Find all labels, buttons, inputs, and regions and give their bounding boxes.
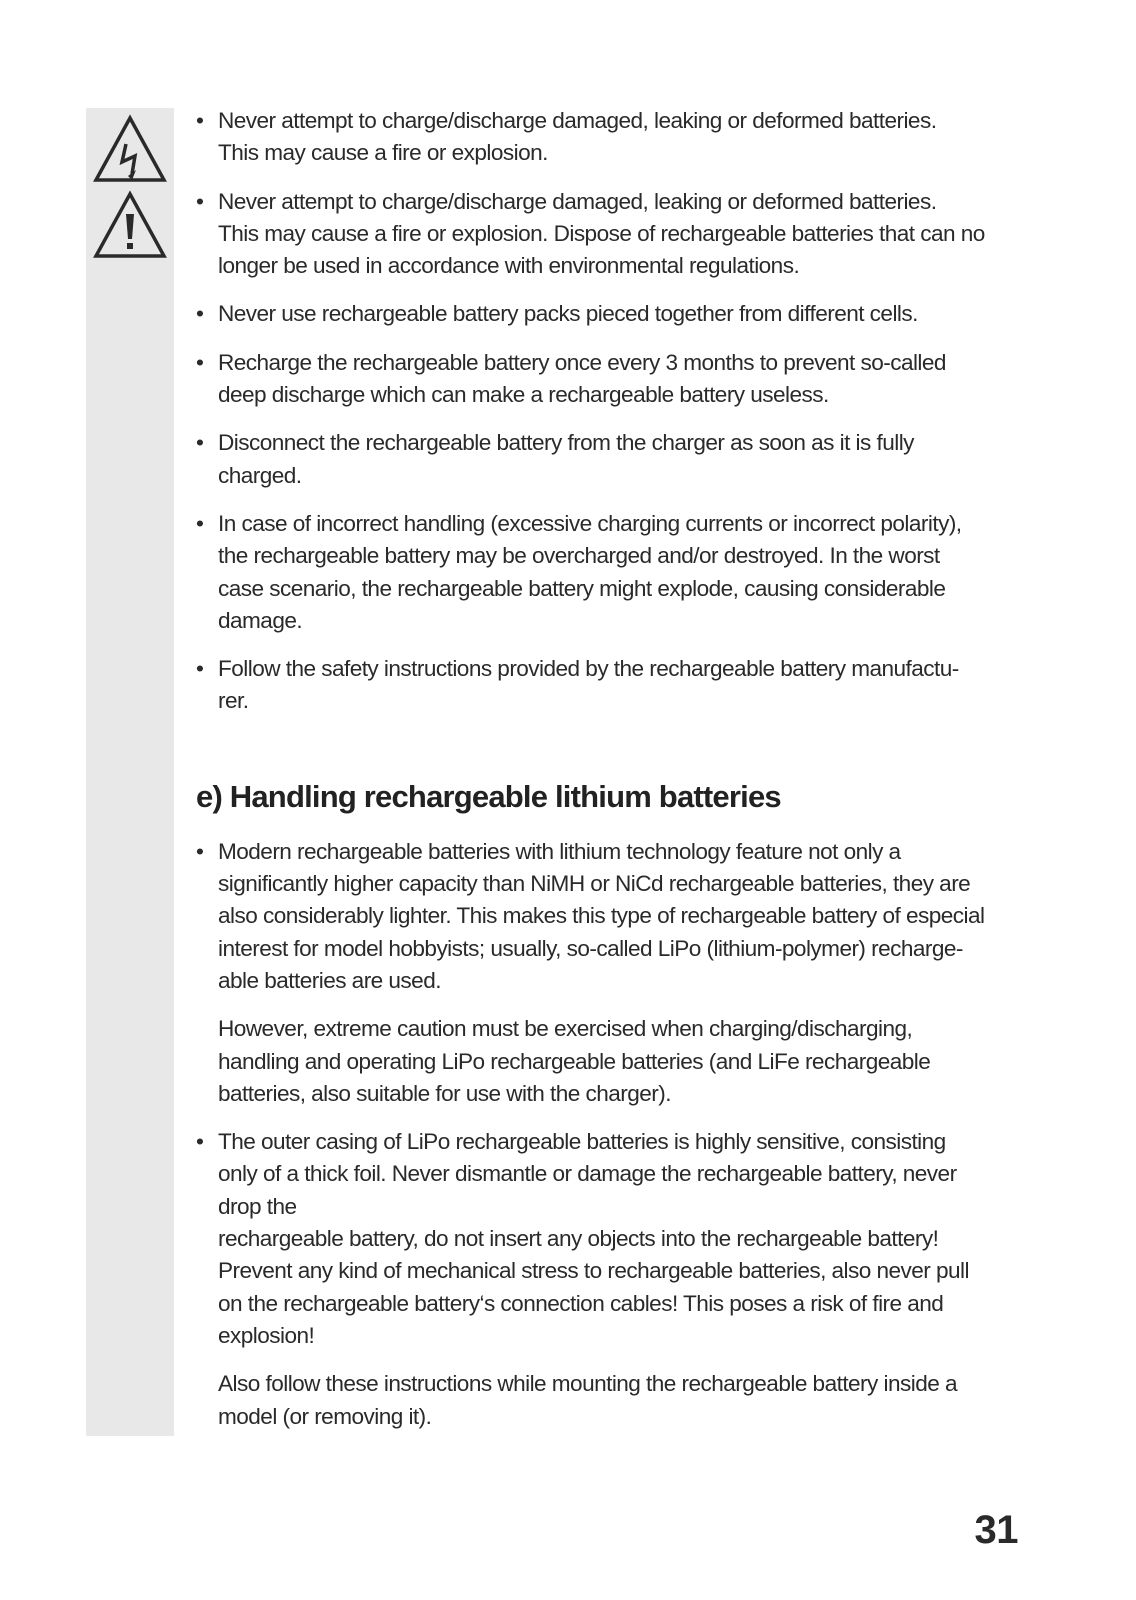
item-text-continuation: However, extreme caution must be exercised when charging/discharging, handling and operating LiPo rechargeable batteries (and LiFe rechargeable batteries, also suitable for use with the charger). [218, 1016, 931, 1106]
item-text: Modern rechargeable batteries with lithium technology feature not only a significantly higher capacity than NiMH or NiCd rechargeable batteries, they are also considerably lighter. This makes this type of rechargeable battery of especial interest for model hobbyists; usually, so-called LiPo (lithium-polymer) recharge- able batteries are used. [218, 838, 985, 993]
item-text: Never attempt to charge/discharge damaged, leaking or deformed batteries. This may cause a fire or explosion. Dispose of rechargeable batteries that can no longer be used in accordance with environmental regulations. [218, 188, 985, 279]
list-item [196, 653, 1016, 718]
bullet-marker: • [196, 510, 204, 536]
list-item [196, 1126, 1016, 1433]
item-text: Recharge the rechargeable battery once every 3 months to prevent so-called deep discharge which can make a rechargeable battery useless. [218, 349, 946, 408]
bullet-marker: • [196, 838, 204, 864]
item-text: Never use rechargeable battery packs pieced together from different cells. [218, 301, 918, 327]
list-item [196, 508, 1016, 637]
bullet-marker: • [196, 301, 204, 327]
page-number: 31 [974, 1508, 1018, 1552]
list-item [196, 105, 1016, 170]
bullet-marker: • [196, 656, 204, 682]
bullet-list-section [196, 836, 1016, 1433]
item-text: Never attempt to charge/discharge damaged, leaking or deformed batteries. This may cause a fire or explosion. [218, 108, 937, 166]
bullet-marker: • [196, 108, 204, 133]
item-text-continuation: Also follow these instructions while mounting the rechargeable battery inside a model (or removing it). [218, 1371, 957, 1429]
item-text: In case of incorrect handling (excessive charging currents or incorrect polarity), the rechargeable battery may be overcharged and/or destroyed. In the worst case scenario, the rechargeable battery might explode, causing considerable damage. [218, 510, 962, 633]
exclamation-warning-icon [92, 190, 168, 260]
list-item [196, 347, 1016, 412]
lightning-warning-icon [92, 114, 168, 184]
bullet-marker: • [196, 430, 204, 456]
main-content [196, 105, 1016, 1449]
item-text: Follow the safety instructions provided by the rechargeable battery manufactu- rer. [218, 656, 959, 714]
item-text: Disconnect the rechargeable battery from the charger as soon as it is fully charged. [218, 430, 914, 488]
warning-sidebar [86, 108, 174, 1436]
list-item [196, 427, 1016, 492]
bullet-marker: • [196, 188, 204, 214]
bullet-list-top [196, 105, 1016, 718]
section-heading: e) Handling rechargeable lithium batteries [196, 778, 781, 814]
item-text: The outer casing of LiPo rechargeable batteries is highly sensitive, consisting only of a thick foil. Never dismantle or damage the rechargeable battery, never drop the rechargeable battery, do not insert any objects into the rechargeable battery! Prevent any kind of mechanical stress to rechargeable batteries, also never pull on the rechargeable battery‘s connection cables! This poses a risk of fire and explosion! [218, 1129, 969, 1348]
list-item [196, 836, 1016, 1110]
list-item [196, 298, 1016, 330]
list-item [196, 186, 1016, 283]
bullet-marker: • [196, 349, 204, 375]
bullet-marker: • [196, 1129, 204, 1155]
